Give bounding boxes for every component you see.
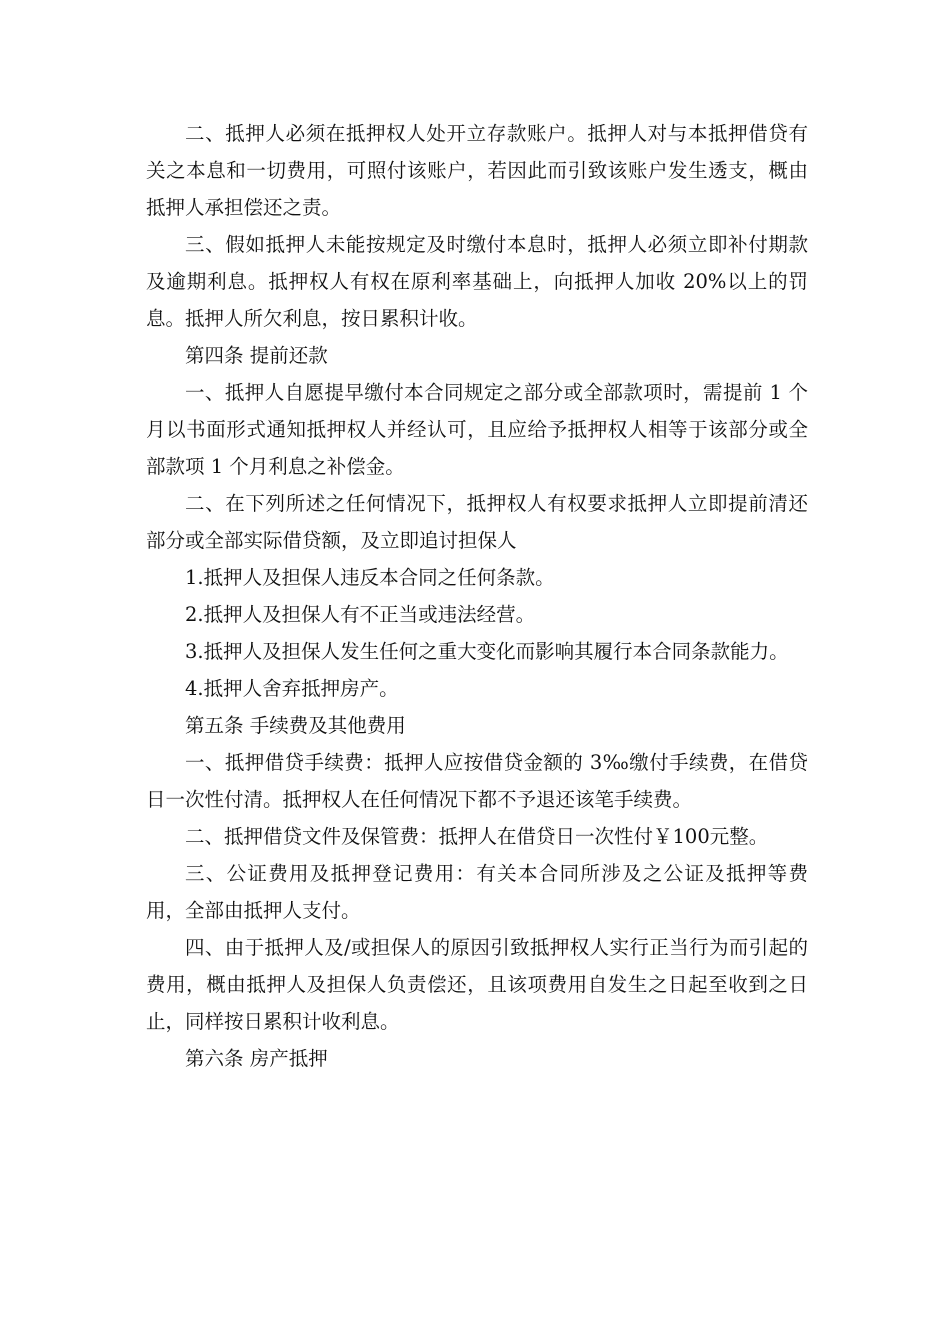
- heading-article-5: 第五条 手续费及其他费用: [185, 714, 406, 737]
- paragraph-clause-5-2: 二、抵押借贷文件及保管费：抵押人在借贷日一次性付￥100元整。: [185, 825, 769, 848]
- list-item-4-2-1: 1.抵押人及担保人违反本合同之任何条款。: [185, 566, 555, 589]
- paragraph-clause-5-1: 一、抵押借贷手续费：抵押人应按借贷金额的 3‰缴付手续费，在借贷日一次性付清。抵押权人在任何情况下都不予退还该笔手续费。: [146, 751, 808, 811]
- paragraph-clause-3-3: 三、假如抵押人未能按规定及时缴付本息时，抵押人必须立即补付期款及逾期利息。抵押权人有权在原利率基础上，向抵押人加收 20%以上的罚息。抵押人所欠利息，按日累积计收。: [146, 233, 808, 330]
- paragraph-clause-4-1: 一、抵押人自愿提早缴付本合同规定之部分或全部款项时，需提前 1 个月以书面形式通知抵押权人并经认可，且应给予抵押权人相等于该部分或全部款项 1 个月利息之补偿金。: [146, 381, 808, 478]
- paragraph-clause-5-4: 四、由于抵押人及/或担保人的原因引致抵押权人实行正当行为而引起的费用，概由抵押人及担保人负责偿还，且该项费用自发生之日起至收到之日止，同样按日累积计收利息。: [146, 936, 808, 1033]
- paragraph-clause-3-2: 二、抵押人必须在抵押权人处开立存款账户。抵押人对与本抵押借贷有关之本息和一切费用，可照付该账户，若因此而引致该账户发生透支，概由抵押人承担偿还之责。: [146, 122, 808, 219]
- list-item-4-2-2: 2.抵押人及担保人有不正当或违法经营。: [185, 603, 536, 626]
- paragraph-clause-5-3: 三、公证费用及抵押登记费用：有关本合同所涉及之公证及抵押等费用，全部由抵押人支付。: [146, 862, 808, 922]
- list-item-4-2-4: 4.抵押人舍弃抵押房产。: [185, 677, 399, 700]
- paragraph-clause-4-2: 二、在下列所述之任何情况下，抵押权人有权要求抵押人立即提前清还部分或全部实际借贷额，及立即追讨担保人: [146, 492, 808, 552]
- heading-article-6: 第六条 房产抵押: [185, 1047, 328, 1070]
- heading-article-4: 第四条 提前还款: [185, 344, 328, 367]
- list-item-4-2-3: 3.抵押人及担保人发生任何之重大变化而影响其履行本合同条款能力。: [185, 640, 789, 663]
- document-page: [146, 115, 808, 1077]
